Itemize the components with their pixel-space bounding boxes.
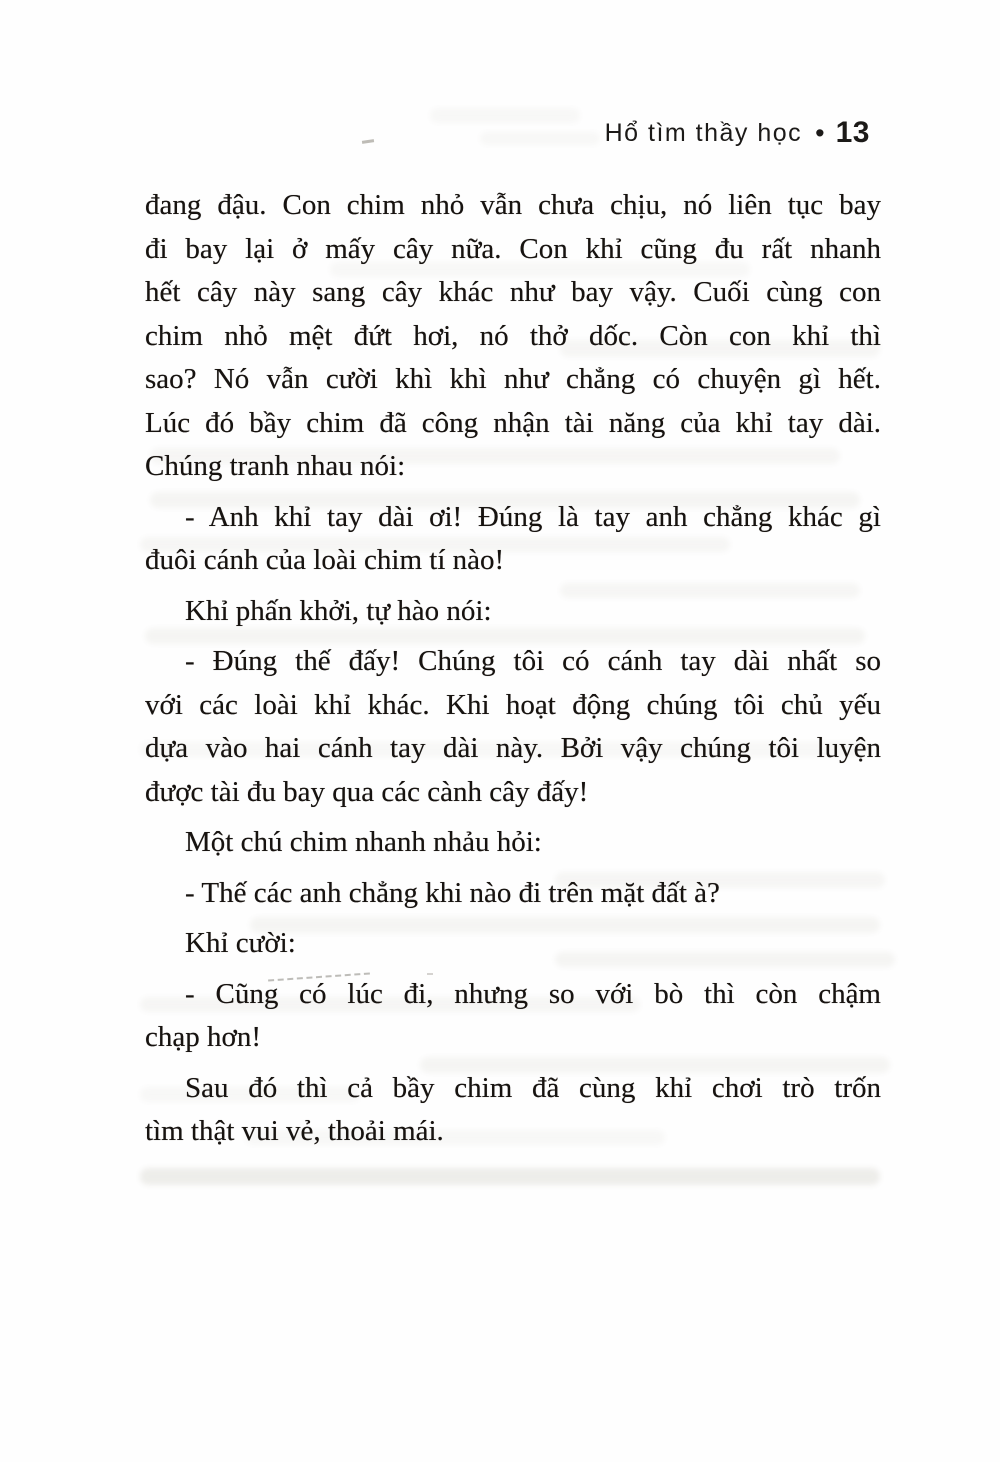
scan-artifact	[430, 108, 580, 123]
text-line: Khỉ phấn khởi, tự hào nói:	[185, 594, 492, 627]
text-line: Lúc đó bầy chim đã công nhận tài năng của khỉ tay dài.	[145, 406, 881, 439]
text-line: Chúng tranh nhau nói:	[145, 450, 406, 482]
text-line: dựa vào hai cánh tay dài này. Bởi vậy chúng tôi luyện	[145, 732, 881, 764]
text-line: - Thế các anh chẳng khi nào đi trên mặt đất à?	[185, 876, 720, 909]
text-line: Khỉ cười:	[185, 927, 296, 959]
page-number: 13	[835, 116, 870, 149]
text-line: tìm thật vui vẻ, thoải mái.	[145, 1115, 444, 1147]
text-line: hết cây này sang cây khác như bay vậy. Cuối cùng con	[145, 276, 881, 308]
scan-artifact	[140, 1168, 880, 1185]
ink-speck	[362, 139, 374, 144]
text-line: đang đậu. Con chim nhỏ vẫn chưa chịu, nó liên tục bay	[145, 189, 881, 221]
text-line: - Đúng thế đấy! Chúng tôi có cánh tay dài nhất so	[185, 645, 881, 677]
text-line: Sau đó thì cả bầy chim đã cùng khỉ chơi trò trốn	[185, 1071, 881, 1104]
page-header	[605, 116, 870, 150]
text-line: chạp hơn!	[145, 1021, 261, 1053]
text-line: với các loài khỉ khác. Khi hoạt động chúng tôi chủ yếu	[145, 688, 881, 721]
text-line: - Anh khỉ tay dài ơi! Đúng là tay anh chẳng khác gì	[185, 500, 881, 533]
text-line: được tài đu bay qua các cành cây đấy!	[145, 775, 589, 808]
text-line: chim nhỏ mệt đứt hơi, nó thở dốc. Còn con khỉ thì	[145, 319, 881, 352]
running-title: Hổ tìm thầy học	[604, 118, 803, 147]
scan-artifact	[480, 132, 600, 145]
text-line: sao? Nó vẫn cười khì khì như chẳng có chuyện gì hết.	[145, 363, 881, 395]
text-line: Một chú chim nhanh nhảu hỏi:	[185, 826, 542, 858]
text-block	[145, 184, 881, 1154]
text-line: đi bay lại ở mấy cây nữa. Con khỉ cũng đu rất nhanh	[145, 232, 881, 265]
text-line: đuôi cánh của loài chim tí nào!	[145, 544, 505, 576]
text-line: - Cũng có lúc đi, nhưng so với bò thì còn chậm	[185, 977, 881, 1010]
bullet-separator: •	[815, 117, 825, 148]
